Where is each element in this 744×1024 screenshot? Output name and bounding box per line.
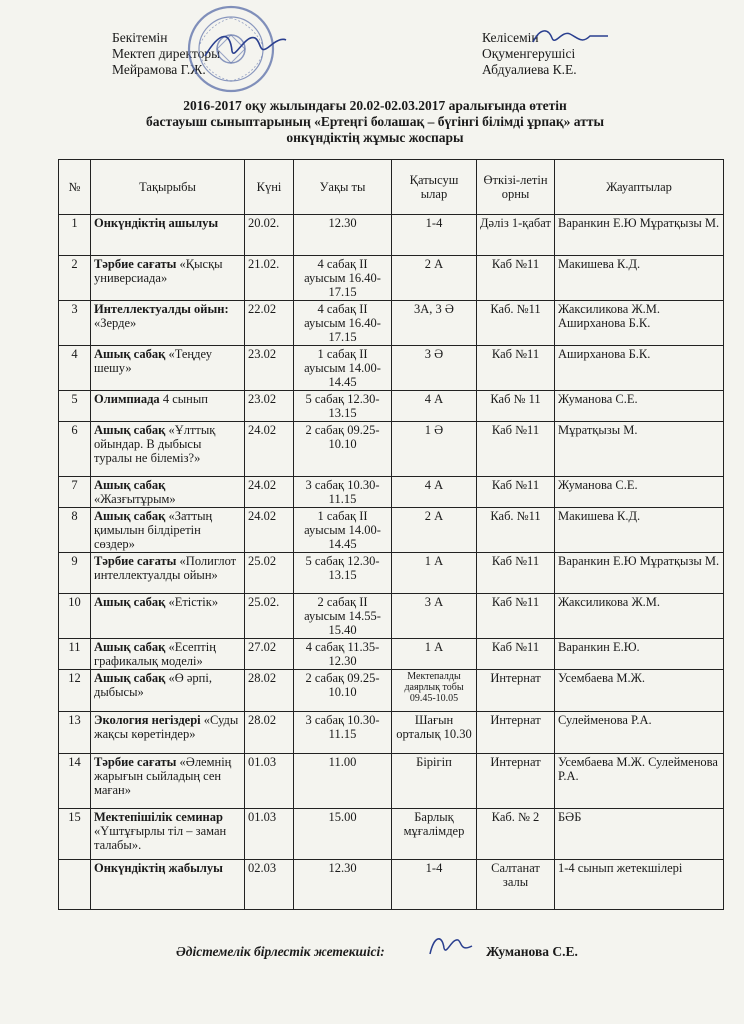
row-topic xyxy=(91,256,245,301)
table-row xyxy=(59,670,724,712)
table-row xyxy=(59,256,724,301)
topic-title: «Заттың қимылын білдіретін сөздер» xyxy=(94,509,213,551)
topic-category: Тәрбие сағаты xyxy=(94,257,177,271)
row-place: Каб. № 2 xyxy=(477,809,555,860)
topic-category: Ашық сабақ xyxy=(94,509,166,523)
row-time: 4 сабақ ІІ ауысым 16.40-17.15 xyxy=(294,301,392,346)
table-row xyxy=(59,422,724,477)
row-participants: 2 А xyxy=(392,256,477,301)
row-participants: 3А, 3 Ә xyxy=(392,301,477,346)
topic-category: Ашық сабақ xyxy=(94,478,166,492)
row-topic xyxy=(91,860,245,910)
row-num: 10 xyxy=(59,594,91,639)
footer-name: Жуманова С.Е. xyxy=(486,944,578,959)
row-date: 28.02 xyxy=(245,712,294,754)
row-topic xyxy=(91,346,245,391)
row-participants: 1 А xyxy=(392,553,477,594)
row-time: 4 сабақ 11.35-12.30 xyxy=(294,639,392,670)
row-date: 24.02 xyxy=(245,422,294,477)
header-place: Өткізі-летін орны xyxy=(477,160,555,215)
row-topic xyxy=(91,215,245,256)
table-row xyxy=(59,712,724,754)
row-participants: 1 А xyxy=(392,639,477,670)
header-topic: Тақырыбы xyxy=(91,160,245,215)
row-time: 3 сабақ 10.30-11.15 xyxy=(294,712,392,754)
row-topic xyxy=(91,301,245,346)
row-topic xyxy=(91,594,245,639)
row-time: 2 сабақ ІІ ауысым 14.55-15.40 xyxy=(294,594,392,639)
row-num xyxy=(59,860,91,910)
row-num: 3 xyxy=(59,301,91,346)
row-num: 15 xyxy=(59,809,91,860)
table-row xyxy=(59,215,724,256)
table-header-row xyxy=(59,160,724,215)
row-participants: 1-4 xyxy=(392,215,477,256)
row-participants: 4 А xyxy=(392,477,477,508)
row-responsible: Варанкин Е.Ю Мұратқызы М. xyxy=(555,553,724,594)
row-num: 14 xyxy=(59,754,91,809)
head-signature-icon xyxy=(426,930,476,960)
row-date: 28.02 xyxy=(245,670,294,712)
topic-title: «Етістік» xyxy=(168,595,219,609)
approve-label: Бекітемін xyxy=(112,30,168,45)
row-num: 1 xyxy=(59,215,91,256)
row-responsible: БӘБ xyxy=(555,809,724,860)
row-date: 23.02 xyxy=(245,346,294,391)
row-topic xyxy=(91,391,245,422)
row-date: 20.02. xyxy=(245,215,294,256)
row-time: 3 сабақ 10.30-11.15 xyxy=(294,477,392,508)
row-date: 21.02. xyxy=(245,256,294,301)
row-responsible: Аширханова Б.К. xyxy=(555,346,724,391)
document-title xyxy=(90,98,660,146)
row-participants: 1 Ә xyxy=(392,422,477,477)
row-date: 24.02 xyxy=(245,508,294,553)
topic-category: Тәрбие сағаты xyxy=(94,554,177,568)
row-num: 4 xyxy=(59,346,91,391)
table-row xyxy=(59,477,724,508)
footer-signoff xyxy=(176,944,696,960)
row-place: Каб №11 xyxy=(477,346,555,391)
row-date: 27.02 xyxy=(245,639,294,670)
row-num: 6 xyxy=(59,422,91,477)
row-num: 5 xyxy=(59,391,91,422)
topic-title: «Есептің графикалық моделі» xyxy=(94,640,216,668)
topic-title: «Әлемнің жарығын сыйладың сен маған» xyxy=(94,755,232,797)
row-date: 25.02 xyxy=(245,553,294,594)
row-participants: 2 А xyxy=(392,508,477,553)
row-topic xyxy=(91,477,245,508)
topic-title: «Теңдеу шешу» xyxy=(94,347,212,375)
row-responsible: Жуманова С.Е. xyxy=(555,391,724,422)
row-participants: 3 А xyxy=(392,594,477,639)
row-place: Каб №11 xyxy=(477,594,555,639)
row-topic xyxy=(91,422,245,477)
row-place: Интернат xyxy=(477,670,555,712)
row-topic xyxy=(91,809,245,860)
row-date: 01.03 xyxy=(245,754,294,809)
row-topic xyxy=(91,670,245,712)
title-line-2: бастауыш сыныптарының «Ертеңгі болашақ – бүгінгі білімді ұрпақ» атты xyxy=(145,114,605,129)
topic-title: «Полиглот интеллектуалды ойын» xyxy=(94,554,237,582)
row-place: Каб №11 xyxy=(477,639,555,670)
row-date: 02.03 xyxy=(245,860,294,910)
row-responsible: Макишева К.Д. xyxy=(555,508,724,553)
row-num: 8 xyxy=(59,508,91,553)
footer-role: Әдістемелік бірлестік жетекшісі: xyxy=(176,944,385,959)
row-responsible: Жуманова С.Е. xyxy=(555,477,724,508)
row-num: 2 xyxy=(59,256,91,301)
topic-category: Онкүндіктің жабылуы xyxy=(94,861,223,875)
row-topic xyxy=(91,639,245,670)
row-num: 7 xyxy=(59,477,91,508)
row-num: 12 xyxy=(59,670,91,712)
table-row xyxy=(59,508,724,553)
row-date: 24.02 xyxy=(245,477,294,508)
row-date: 25.02. xyxy=(245,594,294,639)
row-date: 01.03 xyxy=(245,809,294,860)
row-time: 12.30 xyxy=(294,215,392,256)
row-participants: 1-4 xyxy=(392,860,477,910)
row-place: Каб №11 xyxy=(477,422,555,477)
row-date: 23.02 xyxy=(245,391,294,422)
row-place: Интернат xyxy=(477,754,555,809)
topic-category: Ашық сабақ xyxy=(94,671,166,685)
row-responsible: Мұратқызы М. xyxy=(555,422,724,477)
row-topic xyxy=(91,712,245,754)
director-title: Мектеп директоры xyxy=(112,46,221,61)
topic-category: Ашық сабақ xyxy=(94,423,166,437)
work-plan-table xyxy=(58,159,724,910)
director-name: Мейрамова Г.Ж. xyxy=(112,62,206,77)
header-participants: Қатысуш ылар xyxy=(392,160,477,215)
table-row xyxy=(59,301,724,346)
header-date: Күні xyxy=(245,160,294,215)
topic-category: Ашық сабақ xyxy=(94,347,166,361)
row-participants: Мектепалды даярлық тобы 09.45-10.05 xyxy=(392,670,477,712)
table-row xyxy=(59,594,724,639)
row-responsible: Макишева К.Д. xyxy=(555,256,724,301)
topic-title: «Ұлттық ойындар. В дыбысы туралы не білеміз?» xyxy=(94,423,216,465)
row-responsible: Усембаева М.Ж. Сулейменова Р.А. xyxy=(555,754,724,809)
row-participants: Барлық мұғалімдер xyxy=(392,809,477,860)
row-responsible: Варанкин Е.Ю. xyxy=(555,639,724,670)
table-row xyxy=(59,346,724,391)
topic-title: 4 сынып xyxy=(162,392,208,406)
topic-title: «Үштұғырлы тіл – заман талабы». xyxy=(94,824,227,852)
row-responsible: Жаксиликова Ж.М. Аширханова Б.К. xyxy=(555,301,724,346)
row-time: 11.00 xyxy=(294,754,392,809)
row-place: Салтанат залы xyxy=(477,860,555,910)
row-place: Каб №11 xyxy=(477,477,555,508)
deputy-name: Абдуалиева К.Е. xyxy=(482,62,577,77)
topic-title: «Жазғытұрым» xyxy=(94,492,176,506)
deputy-title: Оқуменгерушісі xyxy=(482,46,576,61)
row-place: Каб № 11 xyxy=(477,391,555,422)
row-participants: Шағын орталық 10.30 xyxy=(392,712,477,754)
topic-category: Ашық сабақ xyxy=(94,640,166,654)
table-row xyxy=(59,391,724,422)
topic-category: Тәрбие сағаты xyxy=(94,755,177,769)
row-time: 4 сабақ ІІ ауысым 16.40-17.15 xyxy=(294,256,392,301)
row-time: 2 сабақ 09.25-10.10 xyxy=(294,670,392,712)
row-time: 2 сабақ 09.25-10.10 xyxy=(294,422,392,477)
row-place: Каб. №11 xyxy=(477,508,555,553)
topic-category: Ашық сабақ xyxy=(94,595,166,609)
row-place: Каб. №11 xyxy=(477,301,555,346)
row-responsible: Сулейменова Р.А. xyxy=(555,712,724,754)
topic-title: «Суды жақсы көретіндер» xyxy=(94,713,239,741)
header-time: Уақы ты xyxy=(294,160,392,215)
topic-category: Олимпиада xyxy=(94,392,160,406)
row-time: 1 сабақ ІІ ауысым 14.00-14.45 xyxy=(294,508,392,553)
row-num: 9 xyxy=(59,553,91,594)
row-participants: Бірігіп xyxy=(392,754,477,809)
director-signature-icon xyxy=(200,26,290,66)
header-num: № xyxy=(59,160,91,215)
row-time: 5 сабақ 12.30-13.15 xyxy=(294,391,392,422)
topic-title: «Қысқы универсиада» xyxy=(94,257,223,285)
topic-category: Мектепішілік семинар xyxy=(94,810,223,824)
row-time: 15.00 xyxy=(294,809,392,860)
row-place: Каб №11 xyxy=(477,553,555,594)
row-participants: 3 Ә xyxy=(392,346,477,391)
row-responsible: Варанкин Е.Ю Мұратқызы М. xyxy=(555,215,724,256)
topic-title: «Зерде» xyxy=(94,316,137,330)
row-place: Интернат xyxy=(477,712,555,754)
table-row xyxy=(59,553,724,594)
row-participants: 4 А xyxy=(392,391,477,422)
row-num: 13 xyxy=(59,712,91,754)
topic-category: Экология негіздері xyxy=(94,713,201,727)
agree-label: Келісемін xyxy=(482,30,539,45)
row-place: Каб №11 xyxy=(477,256,555,301)
header-responsible: Жауаптылар xyxy=(555,160,724,215)
row-time: 12.30 xyxy=(294,860,392,910)
topic-category: Онкүндіктің ашылуы xyxy=(94,216,219,230)
row-topic xyxy=(91,754,245,809)
row-topic xyxy=(91,508,245,553)
row-num: 11 xyxy=(59,639,91,670)
table-row xyxy=(59,860,724,910)
row-responsible: 1-4 сынып жетекшілері xyxy=(555,860,724,910)
table-row xyxy=(59,809,724,860)
row-time: 1 сабақ ІІ ауысым 14.00-14.45 xyxy=(294,346,392,391)
deputy-signature-icon xyxy=(530,24,610,50)
table-row xyxy=(59,754,724,809)
title-line-3: онкүндіктің жұмыс жоспары xyxy=(286,130,464,145)
row-place: Дәліз 1-қабат xyxy=(477,215,555,256)
row-date: 22.02 xyxy=(245,301,294,346)
row-topic xyxy=(91,553,245,594)
row-responsible: Усембаева М.Ж. xyxy=(555,670,724,712)
row-time: 5 сабақ 12.30-13.15 xyxy=(294,553,392,594)
topic-title: «Ө әрпі, дыбысы» xyxy=(94,671,212,699)
table-row xyxy=(59,639,724,670)
row-responsible: Жаксиликова Ж.М. xyxy=(555,594,724,639)
title-line-1: 2016-2017 оқу жылындағы 20.02-02.03.2017 аралығында өтетін xyxy=(183,98,567,113)
topic-category: Интеллектуалды ойын: xyxy=(94,302,229,316)
